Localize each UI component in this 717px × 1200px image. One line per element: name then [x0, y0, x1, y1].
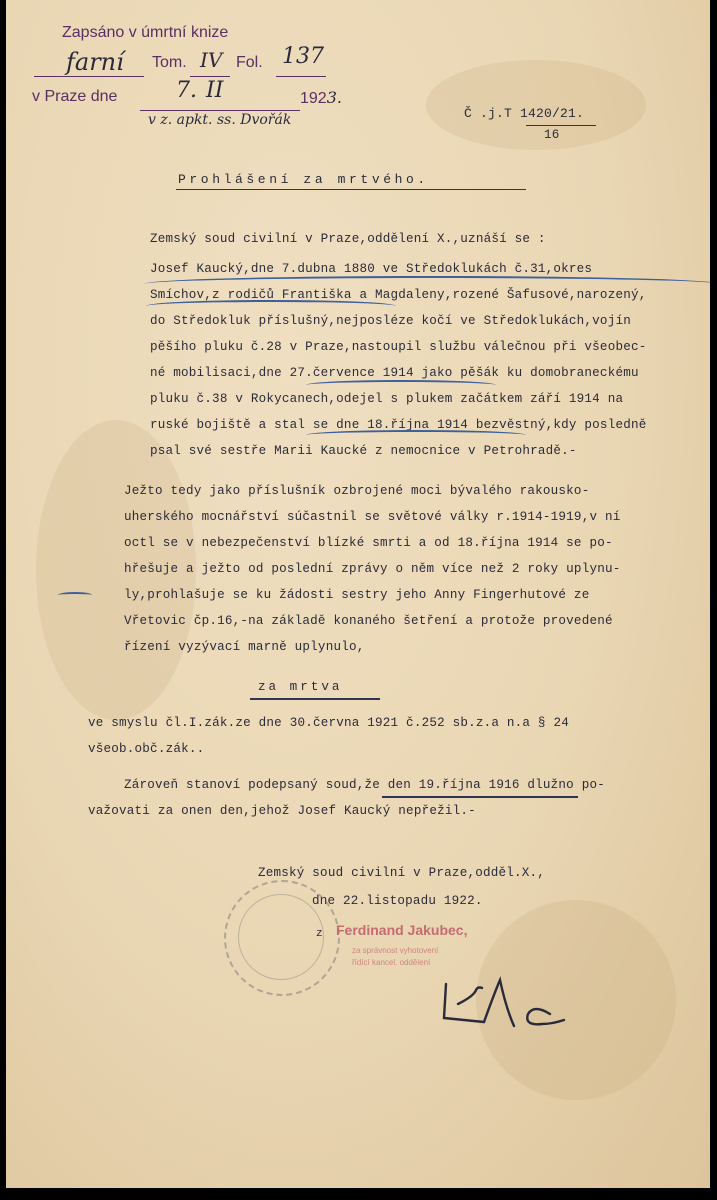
- pencil-underline: [146, 300, 396, 312]
- body-line: Zemský soud civilní v Praze,oddělení X.,uznáší se :: [150, 232, 546, 246]
- document-title: Prohlášení za mrtvého.: [178, 172, 429, 187]
- registration-stamp: [28, 20, 342, 135]
- pencil-underline: [306, 430, 526, 440]
- hw-month: II: [206, 78, 224, 103]
- handwritten-signature: [424, 960, 574, 1050]
- stamp-rule: [34, 76, 144, 77]
- hw-year: 3.: [326, 88, 342, 107]
- body-line: Ježto tedy jako příslušník ozbrojené moci bývalého rakousko-: [124, 484, 590, 498]
- signer-role1: za správnost vyhotovení: [352, 946, 439, 955]
- declared-underline: [250, 698, 380, 700]
- body-line: pluku č.38 v Rokycanech,odejel s plukem začátkem září 1914 na: [150, 392, 624, 406]
- stamp-rule: [190, 76, 230, 77]
- body-line: Josef Kaucký,dne 7.dubna 1880 ve Středoklukách č.31,okres: [150, 262, 593, 276]
- signer-prefix: z: [316, 928, 323, 940]
- body-line: řízení vyzývací marně uplynulo,: [124, 640, 365, 654]
- body-line: do Středokluk příslušný,nejposléze kočí ve Středoklukách,vojín: [150, 314, 631, 328]
- hw-registrar-note: v z. apkt. ss. Dvořák: [148, 112, 292, 128]
- pencil-underline: [306, 380, 496, 390]
- body-line: hřešuje a ježto od poslední zprávy o něm více než 2 roky uplynu-: [124, 562, 621, 576]
- stamp-rule: [140, 110, 300, 111]
- body-line: ruské bojiště a stal se dne 18.října 1914 bezvěstný,kdy posledně: [150, 418, 647, 432]
- hw-tom: IV: [200, 48, 223, 72]
- pencil-underline: [144, 276, 710, 292]
- after-line: ve smyslu čl.I.zák.ze dne 30.června 1921 č.252 sb.z.a n.a § 24: [88, 716, 569, 730]
- body-line: né mobilisaci,dne 27.července 1914 jako pěšák ku domobraneckému: [150, 366, 639, 380]
- hw-fol: 137: [282, 44, 324, 69]
- document-page: [6, 0, 710, 1188]
- title-underline: [176, 189, 526, 190]
- reference-underline: [526, 125, 596, 126]
- stamp-tom-label: Tom.: [152, 54, 187, 71]
- stamp-rule: [276, 76, 326, 77]
- declared-dead: za mrtva: [258, 680, 343, 694]
- reference-sub: 16: [544, 128, 560, 142]
- after-line: važovati za onen den,jehož Josef Kaucký nepřežil.-: [88, 804, 476, 818]
- body-line: Vřetovic čp.16,-na základě konaného šetření a protože provedené: [124, 614, 613, 628]
- hw-day: 7.: [176, 78, 197, 103]
- date-underline: [382, 796, 578, 798]
- body-line: psal své sestře Marii Kaucké z nemocnice v Petrohradě.-: [150, 444, 577, 458]
- hw-book: farní: [66, 48, 124, 76]
- stamp-year: [300, 88, 342, 108]
- body-line: octl se v nebezpečenství blízké smrti a od 18.října 1914 se po-: [124, 536, 613, 550]
- pencil-margin-mark: [58, 592, 92, 598]
- body-line: Smíchov,z rodičů Františka a Magdaleny,rozené Šafusové,narozený,: [150, 288, 647, 302]
- after-line: Zároveň stanoví podepsaný soud,že den 19.října 1916 dlužno po-: [124, 778, 605, 792]
- body-line: ly,prohlašuje se ku žádosti sestry jeho Anny Fingerhutové ze: [124, 588, 590, 602]
- stamp-line1: Zapsáno v úmrtní knize: [62, 24, 229, 41]
- reference-number: Č .j.T 1420/21.: [464, 106, 585, 121]
- body-line: pěšího pluku č.28 v Praze,nastoupil službu válečnou při všeobec-: [150, 340, 647, 354]
- stamp-year-print: 192: [300, 90, 327, 107]
- paper-stain: [426, 60, 646, 150]
- closing-date: dne 22.listopadu 1922.: [312, 894, 483, 908]
- stamp-fol-label: Fol.: [236, 54, 263, 71]
- signer-name: Ferdinand Jakubec,: [336, 922, 468, 938]
- body-line: uherského mocnářství súčastnil se světové války r.1914-1919,v ní: [124, 510, 621, 524]
- closing-court: Zemský soud civilní v Praze,odděl.X.,: [258, 866, 546, 880]
- after-line: všeob.obč.zák..: [88, 742, 205, 756]
- stamp-place-label: v Praze dne: [32, 88, 118, 105]
- signer-role2: řídící kancel. oddělení: [352, 958, 431, 967]
